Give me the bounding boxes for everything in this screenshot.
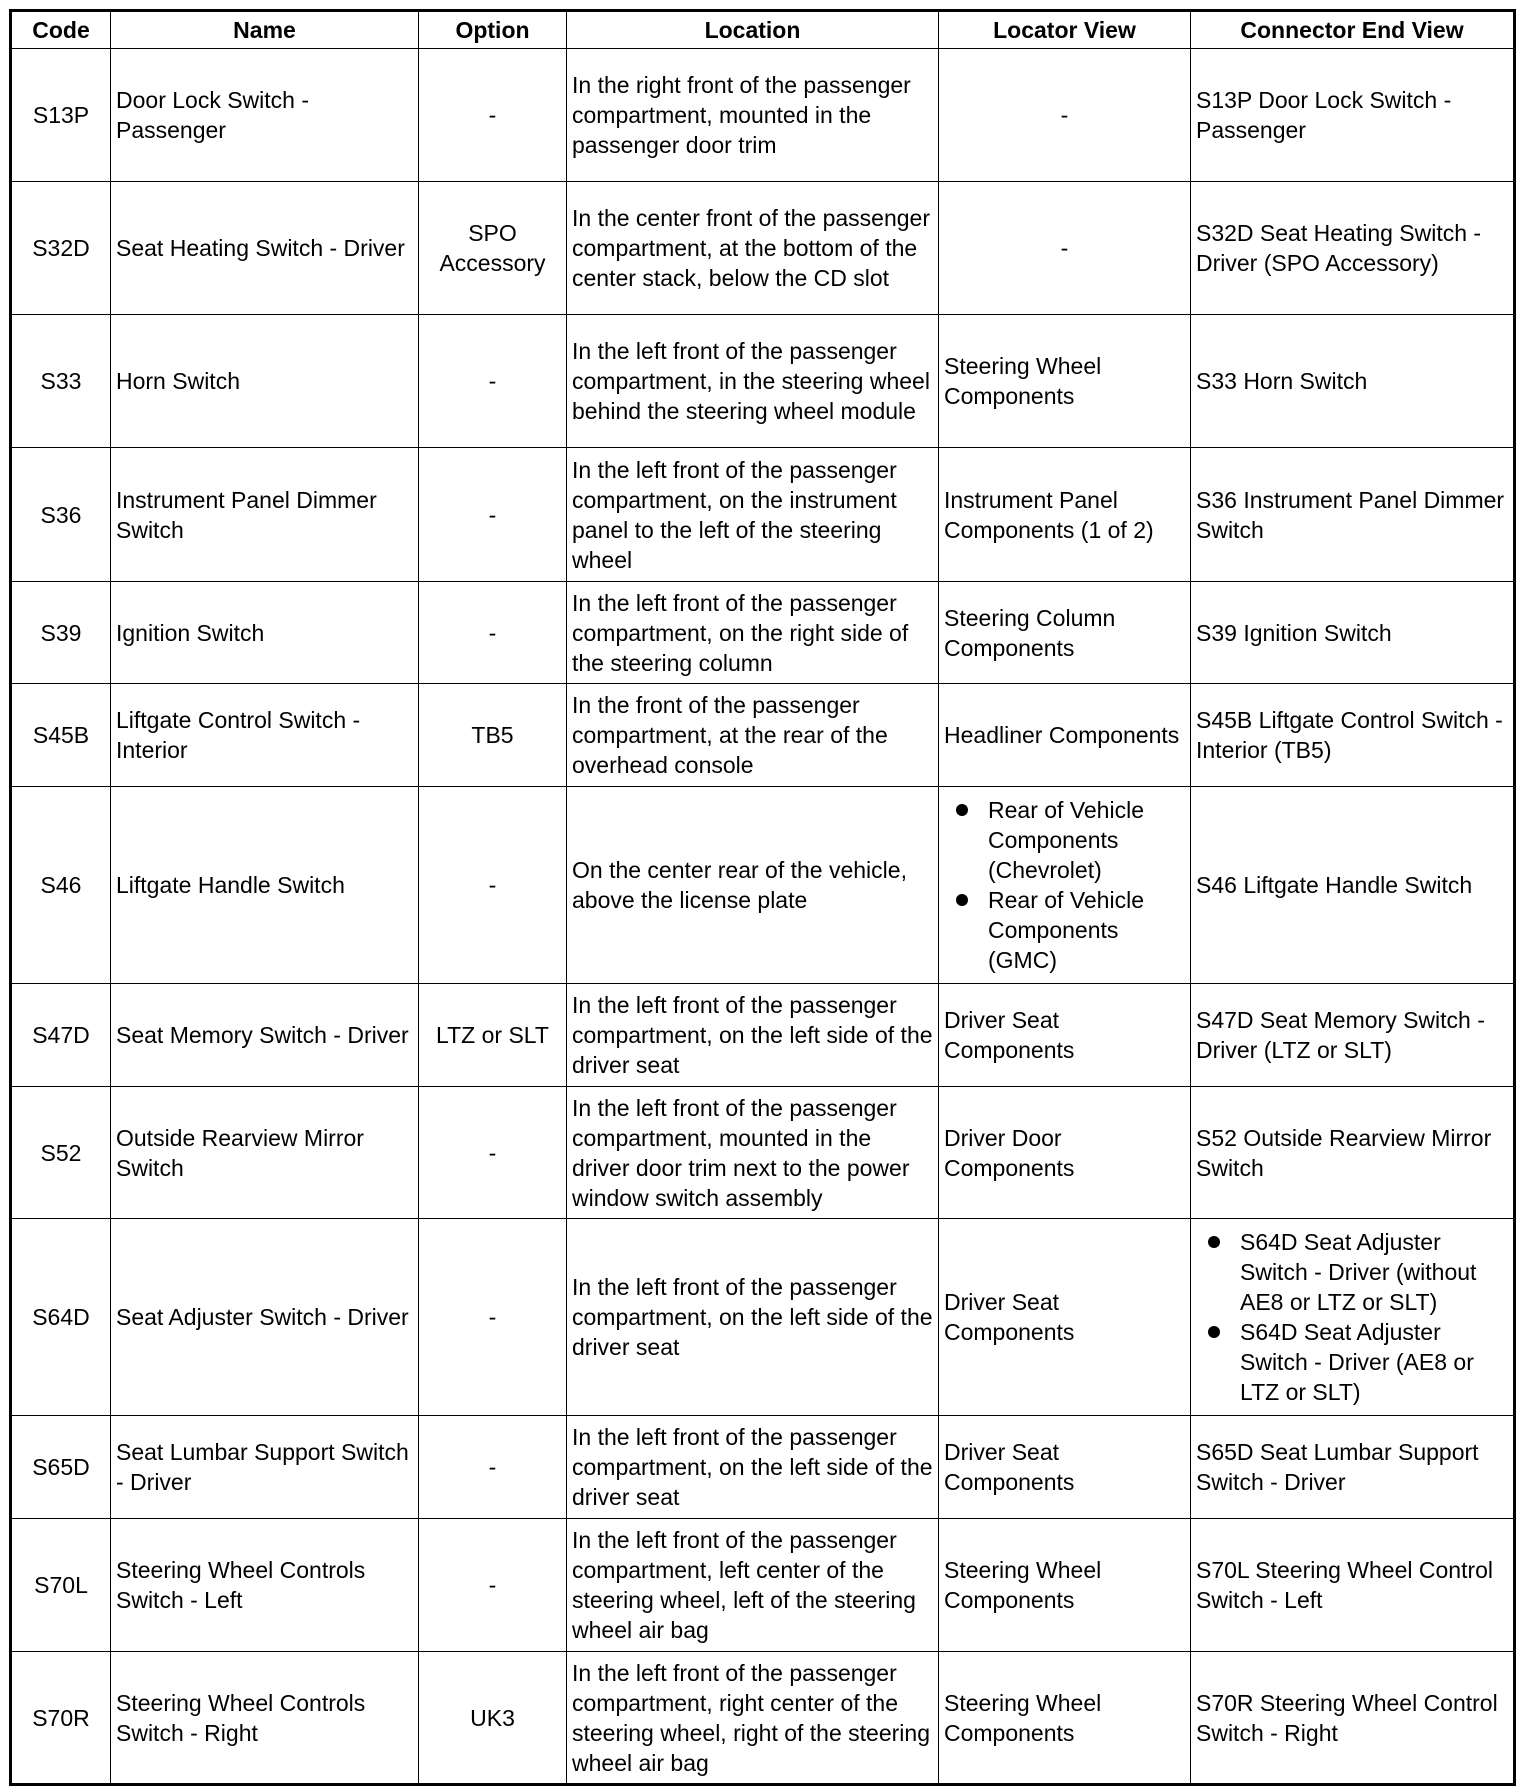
name-cell: Seat Adjuster Switch - Driver <box>111 1219 419 1416</box>
column-header: Connector End View <box>1191 11 1515 49</box>
connector-end-view-cell: S32D Seat Heating Switch - Driver (SPO Accessory) <box>1191 182 1515 315</box>
code-cell: S65D <box>11 1416 111 1519</box>
code-cell: S39 <box>11 582 111 684</box>
column-header: Option <box>419 11 567 49</box>
connector-end-view-cell: S36 Instrument Panel Dimmer Switch <box>1191 448 1515 582</box>
location-cell: In the left front of the passenger compartment, on the instrument panel to the left of the steering wheel <box>567 448 939 582</box>
location-cell: In the left front of the passenger compartment, mounted in the driver door trim next to the power window switch assembly <box>567 1087 939 1219</box>
name-cell: Liftgate Control Switch - Interior <box>111 684 419 787</box>
table-row <box>11 49 1515 182</box>
option-cell: - <box>419 1416 567 1519</box>
location-cell: On the center rear of the vehicle, above the license plate <box>567 787 939 984</box>
locator-view-cell: Driver Door Components <box>939 1087 1191 1219</box>
connector-end-view-cell <box>1191 1219 1515 1416</box>
option-cell: - <box>419 1519 567 1652</box>
option-cell: - <box>419 787 567 984</box>
table-row <box>11 182 1515 315</box>
code-cell: S70R <box>11 1652 111 1785</box>
location-cell: In the left front of the passenger compartment, in the steering wheel behind the steering wheel module <box>567 315 939 448</box>
table-row <box>11 315 1515 448</box>
locator-view-cell: Steering Wheel Components <box>939 1519 1191 1652</box>
option-cell: TB5 <box>419 684 567 787</box>
name-cell: Horn Switch <box>111 315 419 448</box>
location-cell: In the left front of the passenger compartment, on the left side of the driver seat <box>567 1416 939 1519</box>
connector-end-view-cell: S47D Seat Memory Switch - Driver (LTZ or SLT) <box>1191 984 1515 1087</box>
locator-view-cell: Driver Seat Components <box>939 1219 1191 1416</box>
table-row <box>11 448 1515 582</box>
table-row <box>11 787 1515 984</box>
table-row <box>11 1219 1515 1416</box>
table-row <box>11 582 1515 684</box>
connector-end-view-cell: S13P Door Lock Switch - Passenger <box>1191 49 1515 182</box>
name-cell: Seat Heating Switch - Driver <box>111 182 419 315</box>
column-header: Name <box>111 11 419 49</box>
bullet-list <box>1196 1227 1508 1407</box>
name-cell: Liftgate Handle Switch <box>111 787 419 984</box>
bullet-item: Rear of Vehicle Components (GMC) <box>988 885 1185 975</box>
connector-end-view-cell: S45B Liftgate Control Switch - Interior (TB5) <box>1191 684 1515 787</box>
bullet-item: Rear of Vehicle Components (Chevrolet) <box>988 795 1185 885</box>
locator-view-cell: Steering Wheel Components <box>939 315 1191 448</box>
option-cell: LTZ or SLT <box>419 984 567 1087</box>
locator-view-cell: Steering Wheel Components <box>939 1652 1191 1785</box>
code-cell: S52 <box>11 1087 111 1219</box>
option-cell: - <box>419 1219 567 1416</box>
code-cell: S32D <box>11 182 111 315</box>
table-row <box>11 1652 1515 1785</box>
column-header: Code <box>11 11 111 49</box>
code-cell: S13P <box>11 49 111 182</box>
location-cell: In the right front of the passenger compartment, mounted in the passenger door trim <box>567 49 939 182</box>
column-header: Locator View <box>939 11 1191 49</box>
table-row <box>11 984 1515 1087</box>
locator-view-cell: Driver Seat Components <box>939 1416 1191 1519</box>
location-cell: In the left front of the passenger compartment, left center of the steering wheel, left of the steering wheel air bag <box>567 1519 939 1652</box>
connector-end-view-cell: S46 Liftgate Handle Switch <box>1191 787 1515 984</box>
component-locator-table <box>9 9 1516 1786</box>
option-cell: - <box>419 448 567 582</box>
connector-end-view-cell: S33 Horn Switch <box>1191 315 1515 448</box>
location-cell: In the left front of the passenger compartment, on the right side of the steering column <box>567 582 939 684</box>
location-cell: In the left front of the passenger compartment, right center of the steering wheel, right of the steering wheel air bag <box>567 1652 939 1785</box>
location-cell: In the left front of the passenger compartment, on the left side of the driver seat <box>567 1219 939 1416</box>
locator-view-cell: - <box>939 182 1191 315</box>
name-cell: Door Lock Switch - Passenger <box>111 49 419 182</box>
header-row <box>11 11 1515 49</box>
column-header: Location <box>567 11 939 49</box>
name-cell: Steering Wheel Controls Switch - Left <box>111 1519 419 1652</box>
code-cell: S45B <box>11 684 111 787</box>
locator-view-cell: Headliner Components <box>939 684 1191 787</box>
bullet-item: S64D Seat Adjuster Switch - Driver (without AE8 or LTZ or SLT) <box>1240 1227 1508 1317</box>
option-cell: SPO Accessory <box>419 182 567 315</box>
name-cell: Steering Wheel Controls Switch - Right <box>111 1652 419 1785</box>
name-cell: Ignition Switch <box>111 582 419 684</box>
code-cell: S33 <box>11 315 111 448</box>
table-row <box>11 1087 1515 1219</box>
connector-end-view-cell: S65D Seat Lumbar Support Switch - Driver <box>1191 1416 1515 1519</box>
name-cell: Outside Rearview Mirror Switch <box>111 1087 419 1219</box>
bullet-item: S64D Seat Adjuster Switch - Driver (AE8 or LTZ or SLT) <box>1240 1317 1508 1407</box>
connector-end-view-cell: S52 Outside Rearview Mirror Switch <box>1191 1087 1515 1219</box>
code-cell: S46 <box>11 787 111 984</box>
location-cell: In the front of the passenger compartment, at the rear of the overhead console <box>567 684 939 787</box>
name-cell: Instrument Panel Dimmer Switch <box>111 448 419 582</box>
option-cell: - <box>419 49 567 182</box>
location-cell: In the left front of the passenger compartment, on the left side of the driver seat <box>567 984 939 1087</box>
locator-view-cell: Driver Seat Components <box>939 984 1191 1087</box>
option-cell: - <box>419 582 567 684</box>
code-cell: S70L <box>11 1519 111 1652</box>
table-row <box>11 684 1515 787</box>
connector-end-view-cell: S39 Ignition Switch <box>1191 582 1515 684</box>
table-row <box>11 1416 1515 1519</box>
code-cell: S64D <box>11 1219 111 1416</box>
connector-end-view-cell: S70R Steering Wheel Control Switch - Right <box>1191 1652 1515 1785</box>
table-row <box>11 1519 1515 1652</box>
name-cell: Seat Memory Switch - Driver <box>111 984 419 1087</box>
locator-view-cell <box>939 787 1191 984</box>
option-cell: - <box>419 1087 567 1219</box>
connector-end-view-cell: S70L Steering Wheel Control Switch - Left <box>1191 1519 1515 1652</box>
locator-view-cell: Instrument Panel Components (1 of 2) <box>939 448 1191 582</box>
locator-view-cell: - <box>939 49 1191 182</box>
locator-view-cell: Steering Column Components <box>939 582 1191 684</box>
option-cell: UK3 <box>419 1652 567 1785</box>
code-cell: S36 <box>11 448 111 582</box>
name-cell: Seat Lumbar Support Switch - Driver <box>111 1416 419 1519</box>
code-cell: S47D <box>11 984 111 1087</box>
option-cell: - <box>419 315 567 448</box>
bullet-list <box>944 795 1185 975</box>
location-cell: In the center front of the passenger compartment, at the bottom of the center stack, below the CD slot <box>567 182 939 315</box>
